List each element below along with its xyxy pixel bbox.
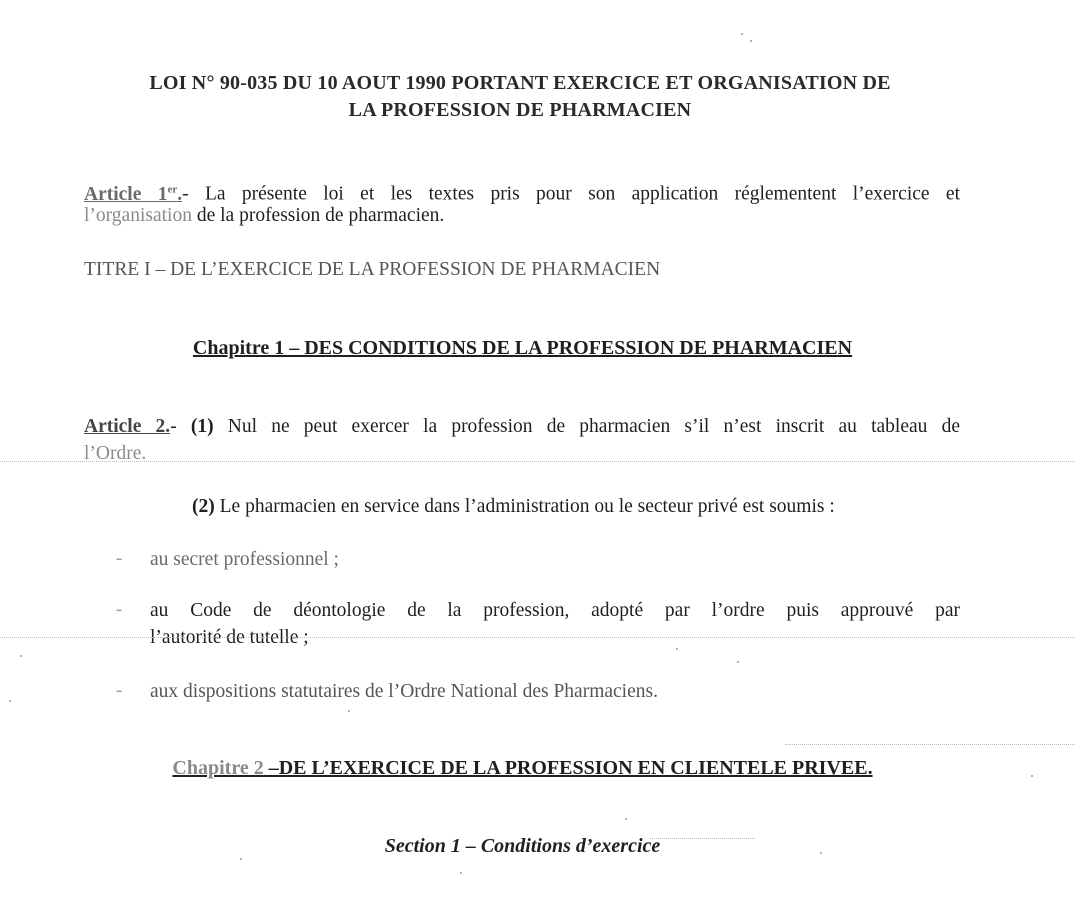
- article-2-separator: -: [170, 416, 191, 437]
- bullet-item: aux dispositions statutaires de l’Ordre National des Pharmaciens.: [150, 681, 658, 702]
- article-2-text-1: Nul ne peut exercer la profession de pharmacien s’il n’est inscrit au tableau de: [213, 416, 960, 437]
- section-1-heading: Section 1 – Conditions d’exercice: [384, 835, 661, 857]
- scan-speck: [750, 40, 752, 42]
- scan-speck: [820, 852, 822, 854]
- chapitre-2-label: Chapitre 2: [172, 757, 264, 779]
- article-1-line-2: [84, 203, 444, 229]
- article-2-line-2: l’Ordre.: [84, 443, 147, 464]
- bullet-item-continuation: l’autorité de tutelle ;: [150, 627, 309, 648]
- bullet-item: au Code de déontologie de la profession, adopté par l’ordre puis approuvé par: [150, 600, 960, 621]
- chapitre-2-title: –DE L’EXERCICE DE LA PROFESSION EN CLIENTELE PRIVEE.: [263, 757, 873, 779]
- scan-dotted-line: [650, 838, 755, 839]
- article-1-text: La présente loi et les textes pris pour son application réglementent l’exercice et: [204, 183, 960, 205]
- article-1-text-faded: l’organisation: [84, 205, 192, 226]
- scan-speck: [9, 700, 11, 702]
- law-title-line-2: LA PROFESSION DE PHARMACIEN: [348, 99, 692, 121]
- scan-speck: [460, 872, 462, 874]
- bullet-dash: -: [116, 599, 123, 620]
- article-1-separator: -: [182, 183, 205, 205]
- scan-speck: [1031, 775, 1033, 777]
- article-2-num-1: (1): [190, 416, 214, 437]
- scan-speck: [20, 655, 22, 657]
- chapitre-2-heading: [110, 757, 935, 780]
- article-2-paragraph-2: [192, 494, 835, 520]
- bullet-dash: -: [116, 680, 123, 701]
- article-2-line-1: [84, 414, 960, 440]
- bullet-item: au secret professionnel ;: [150, 549, 339, 570]
- scan-dotted-line: [0, 461, 1075, 462]
- chapitre-1-heading: Chapitre 1 – DES CONDITIONS DE LA PROFESSION DE PHARMACIEN: [192, 337, 853, 359]
- scan-speck: [240, 858, 242, 860]
- scan-dotted-line: [785, 744, 1075, 745]
- scan-speck: [348, 710, 350, 712]
- article-2-text-2: Le pharmacien en service dans l’administration ou le secteur privé est soumis :: [214, 496, 835, 517]
- law-title-line-1: LOI N° 90-035 DU 10 AOUT 1990 PORTANT EXERCICE ET ORGANISATION DE: [149, 72, 891, 94]
- scan-dotted-line: [0, 637, 1075, 638]
- bullet-dash: -: [116, 548, 123, 569]
- scan-speck: [737, 661, 739, 663]
- article-2-num-2: (2): [192, 496, 215, 517]
- scan-speck: [676, 648, 678, 650]
- article-1-text-rest: de la profession de pharmacien.: [191, 205, 445, 226]
- article-1-label: Article 1er.: [84, 183, 183, 205]
- titre-1-heading: TITRE I – DE L’EXERCICE DE LA PROFESSION DE PHARMACIEN: [84, 259, 661, 280]
- scan-speck: [625, 818, 627, 820]
- article-2-label: Article 2.: [84, 416, 171, 437]
- scan-speck: [741, 33, 743, 35]
